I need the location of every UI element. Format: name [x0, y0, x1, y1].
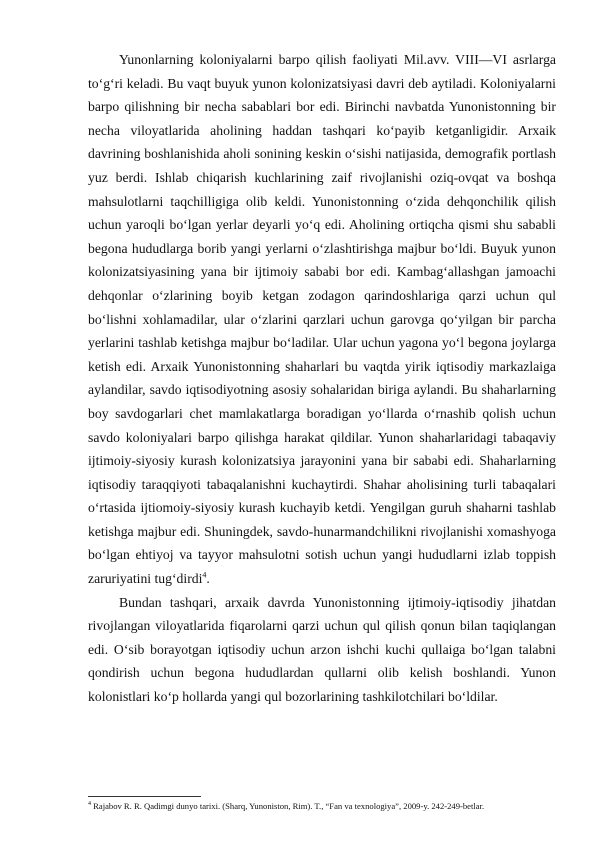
footnote	[88, 801, 563, 812]
paragraph-1	[88, 48, 556, 591]
paragraph-1-text: Yunonlarning koloniyalarni barpo qilish faoliyati Mil.avv. VIII—VI asrlarga to‘g‘ri keladi. Bu vaqt buyuk yunon kolonizatsiyasi davri deb aytiladi. Koloniyalarni barpo qilishning bir necha sabablari bor edi. Birinchi navbatda Yunonistonning bir necha viloyatlarida aholining haddan tashqari ko‘payib ketganligidir. Arxaik davrining boshlanishida aholi sonining keskin o‘sishi natijasida, demografik portlash yuz berdi. Ishlab chiqarish kuchlarining zaif rivojlanishi oziq-ovqat va boshqa mahsulotlarni taqchilligiga olib keldi. Yunonistonning o‘zida dehqonchilik qilish uchun yaroqli bo‘lgan yerlar deyarli yo‘q edi. Aholining ortiqcha qismi shu sababli begona hududlarga borib yangi yerlarni o‘zlashtirishga majbur bo‘ldi. Buyuk yunon kolonizatsiyasining yana bir ijtimoiy sababi bor edi. Kambag‘allashgan jamoachi dehqonlar o‘zlarining boyib ketgan zodagon qarindoshlariga qarzi uchun qul bo‘lishni xohlamadilar, ular o‘zlarini qarzlari uchun garovga qo‘yilgan bir parcha yerlarini tashlab ketishga majbur bo‘ladilar. Ular uchun yagona yo‘l begona joylarga ketish edi. Arxaik Yunonistonning shaharlari bu vaqtda yirik iqtisodiy markazlaiga aylandilar, savdo iqtisodiyotning asosiy sohalaridan biriga aylandi. Bu shaharlarning boy savdogarlari chet mamlakatlarga boradigan yo‘llarda o‘rnashib qolish uchun savdo koloniyalari barpo qilishga harakat qildilar. Yunon shaharlaridagi tabaqaviy ijtimoiy-siyosiy kurash kolonizatsiya jarayonini yana bir sababi edi. Shaharlarning iqtisodiy taraqqiyoti tabaqalanishni kuchaytirdi. Shahar aholisining turli tabaqalari o‘rtasida ijtiomoiy-siyosiy kurash kuchayib ketdi. Yengilgan guruh shaharni tashlab ketishga majbur edi. Shuningdek, savdo-hunarmandchilikni rivojlanishi xomashyoga bo‘lgan ehtiyoj va tayyor mahsulotni sotish uchun yangi hududlarni izlab toppish zaruriyatini tug‘dirdi	[88, 52, 556, 587]
footnote-text: Rajabov R. R. Qadimgi dunyo tarixi. (Sharq, Yunoniston, Rim). T., “Fan va texnologiya”, 2009-y. 242-249-betlar.	[91, 801, 485, 811]
paragraph-2: Bundan tashqari, arxaik davrda Yunonistonning ijtimoiy-iqtisodiy jihatdan rivojlangan viloyatlarida fiqarolarni qarzi uchun qul qilish qonun bilan taqiqlangan edi. O‘sib borayotgan iqtisodiy uchun arzon ishchi kuchi qullaiga bo‘lgan talabni qondirish uchun begona hududlardan qullarni olib kelish boshlandi. Yunon kolonistlari ko‘p hollarda yangi qul bozorlarining tashkilotchilari bo‘ldilar.	[88, 594, 556, 705]
footnote-marker: 4	[88, 801, 91, 808]
footnote-reference[interactable]: 4	[202, 570, 207, 580]
paragraph-1-end: .	[206, 571, 210, 587]
footnote-divider	[88, 796, 201, 797]
document-body	[88, 48, 556, 709]
